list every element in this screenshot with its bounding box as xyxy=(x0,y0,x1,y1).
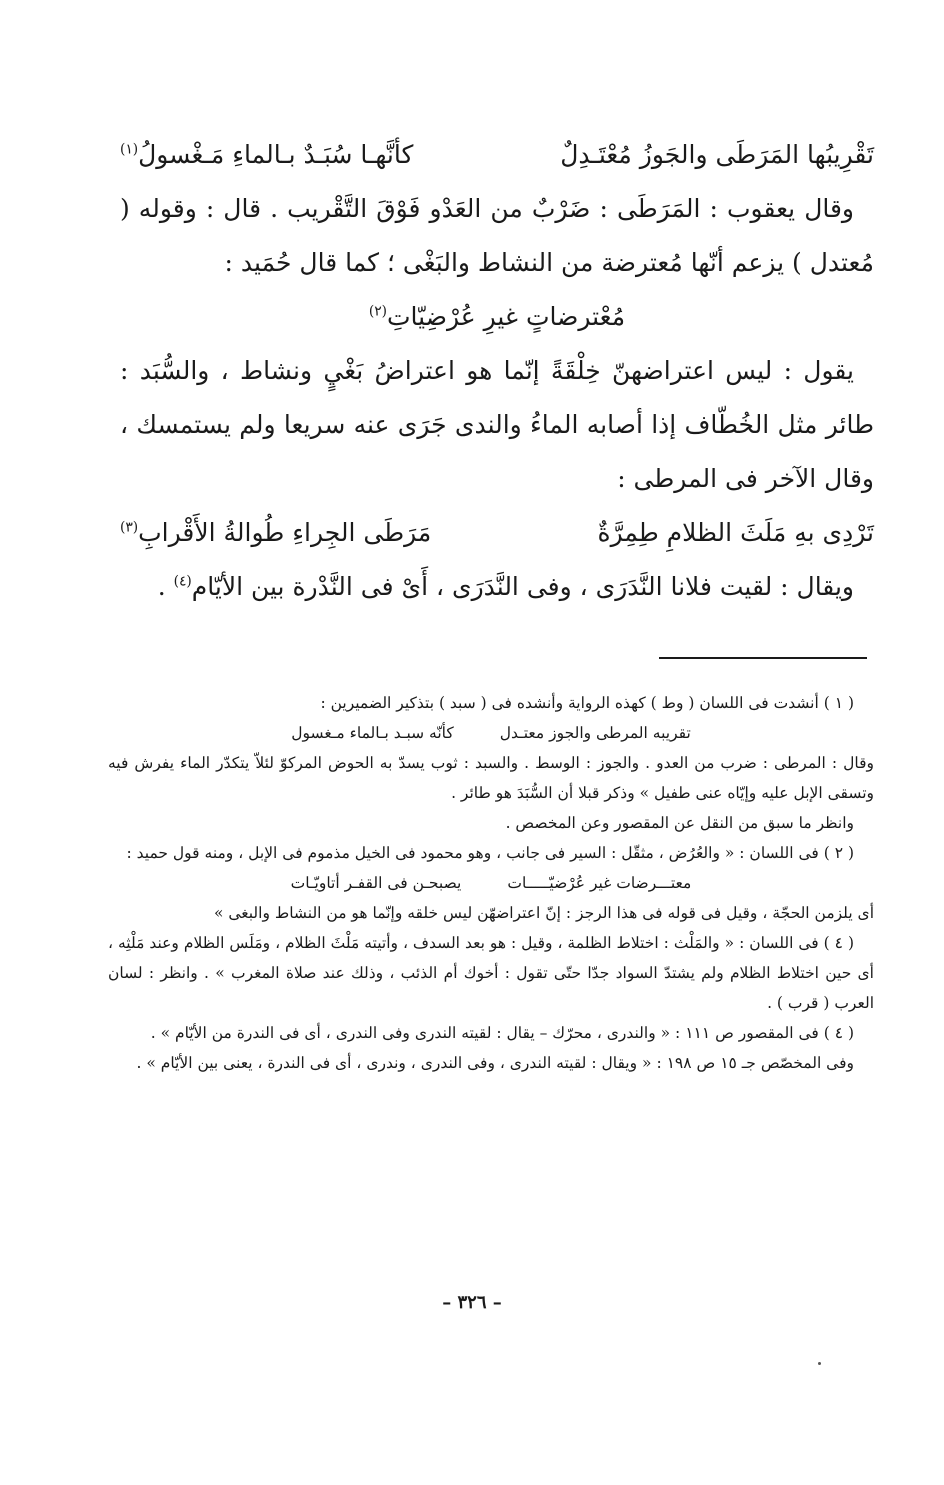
paragraph-3-text: ويقال : لقيت فلانا النَّدَرَى ، وفى النَّدَرَى ، أَىْ فى النَّدْرة بين الأيّام xyxy=(191,572,854,601)
paragraph-3 xyxy=(120,560,874,614)
footnote-2-verse-first: معتـــرضات غير عُرْضيّـــــات xyxy=(507,874,692,892)
verse-2-line xyxy=(369,290,625,344)
footnote-4-part-1: ( ٤ ) فى المقصور ص ١١١ : « والندرى ، محرّك – يقال : لقيته الندرى وفى الندرى ، أى فى الندرة من الأيّام » . xyxy=(150,1024,854,1042)
footnote-ref-4: (٤) xyxy=(173,573,192,590)
main-text xyxy=(120,128,874,614)
paragraph-1: وقال يعقوب : المَرَطَى : ضَرْبٌ من العَدْو فَوْقَ التَّقْريب . قال : وقوله ( مُعتدل ) يزعم أنّها مُعترضة من النشاط والبَغْى ؛ كما قال حُمَيد : xyxy=(120,194,874,277)
page-number: – ٣٢٦ – xyxy=(442,1292,502,1313)
verse-1-second-text: كأنَّهـا سُبَـدٌ بـالماءِ مَـغْسولُ xyxy=(138,140,414,169)
footnote-ref-2: (٢) xyxy=(368,303,388,320)
footnote-2-intro: ( ٢ ) فى اللسان : « والعُرُض ، مثقّل : السير فى جانب ، وهو محمود فى الخيل مذموم فى الإبل ، ومنه قول حميد : xyxy=(126,844,854,862)
footnote-2-commentary: أى يلزمن الحجّة ، وقيل فى قوله فى هذا الرجز : إنّ اعتراضهّن ليس خلقه وإنّما هو من النشاط والبغى » xyxy=(213,904,874,922)
paragraph-2: يقول : ليس اعتراضهنّ خِلْقَةً إنّما هو اعتراضُ بَغْيٍ ونشاط ، والسُّبَد : طائر مثل الخُطّاف إذا أصابه الماءُ والندى جَرَى عنه سريعا ولم يستمسك ، وقال الآخر فى المرطى : xyxy=(120,356,874,493)
verse-1-second-hemistich xyxy=(120,128,413,182)
paragraph-3-end: . xyxy=(157,572,174,601)
footnote-3: ( ٤ ) فى اللسان : « والمَلْث : اختلاط الظلمة ، وقيل : هو بعد السدف ، وأتيته مَلْثَ الظلام ، ومَلَس الظلام وعند مَلْثِه ، أى حين اختلاط الظلام ولم يشتدّ السواد جدّا حتّى تقول : أخوك أم الذئب ، وذلك عند صلاة المغرب » . وانظر : لسان العرب ( قرب ) . xyxy=(108,934,874,1012)
verse-2-text: مُعْترضاتٍ غيرِ عُرْضِيّاتِ xyxy=(387,302,626,331)
footnote-4-part-2: وفى المخصّص جـ ١٥ ص ١٩٨ : « ويقال : لقيته الندرى ، وفى الندرى ، وندرى ، أى فى الندرة ، يعنى بين الأيّام » . xyxy=(136,1054,854,1072)
footnote-1-verse-first: تقريبه المرطى والجوز معتـدل xyxy=(499,724,691,742)
footnote-1-intro: ( ١ ) أنشدت فى اللسان ( وط ) كهذه الرواية وأنشده فى ( سبد ) بتذكير الضميرين : xyxy=(320,694,854,712)
footnote-ref-1: (١) xyxy=(120,141,139,158)
footnote-1-commentary: وقال : المرطى : ضرب من العدو . والجوز : الوسط . والسبد : ثوب يسدّ به الحوض المركوّ لئلاّ يتكدّر الماء يفرش فيه وتسقى الإبل عليه وإيّاه عنى طفيل » وذكر قبلا أن السُّبَدَ هو طائر . xyxy=(108,754,874,802)
footnote-separator xyxy=(659,657,867,659)
verse-3-second-text: مَرَطَى الجِراءِ طُوالةُ الأَقْرابِ xyxy=(138,518,432,547)
footnote-ref-3: (٣) xyxy=(120,519,139,536)
verse-2 xyxy=(120,290,874,344)
verse-1-first-hemistich: تَقْرِيبُها المَرَطَى والجَوزُ مُعْتَـدِلٌ xyxy=(560,140,874,169)
footnote-1-verse-second: كأنّه سبـد بـالماء مـغسول xyxy=(291,724,454,742)
verse-3-first-hemistich: تَرْدِى بهِ مَلَثَ الظلامِ طِمِرَّةٌ xyxy=(597,518,874,547)
footnote-2-verse-second: يصبحـن فى القفـر أتاويّـات xyxy=(290,874,462,892)
footnote-1-verse xyxy=(108,718,874,748)
scan-speck xyxy=(818,1362,821,1365)
verse-3-second-hemistich xyxy=(120,506,431,560)
footnote-2-verse xyxy=(108,868,874,898)
verse-1 xyxy=(120,128,874,182)
footnotes xyxy=(108,688,874,1078)
verse-3 xyxy=(120,506,874,560)
footnote-1-see-also: وانظر ما سبق من النقل عن المقصور وعن المخصص . xyxy=(505,814,854,832)
